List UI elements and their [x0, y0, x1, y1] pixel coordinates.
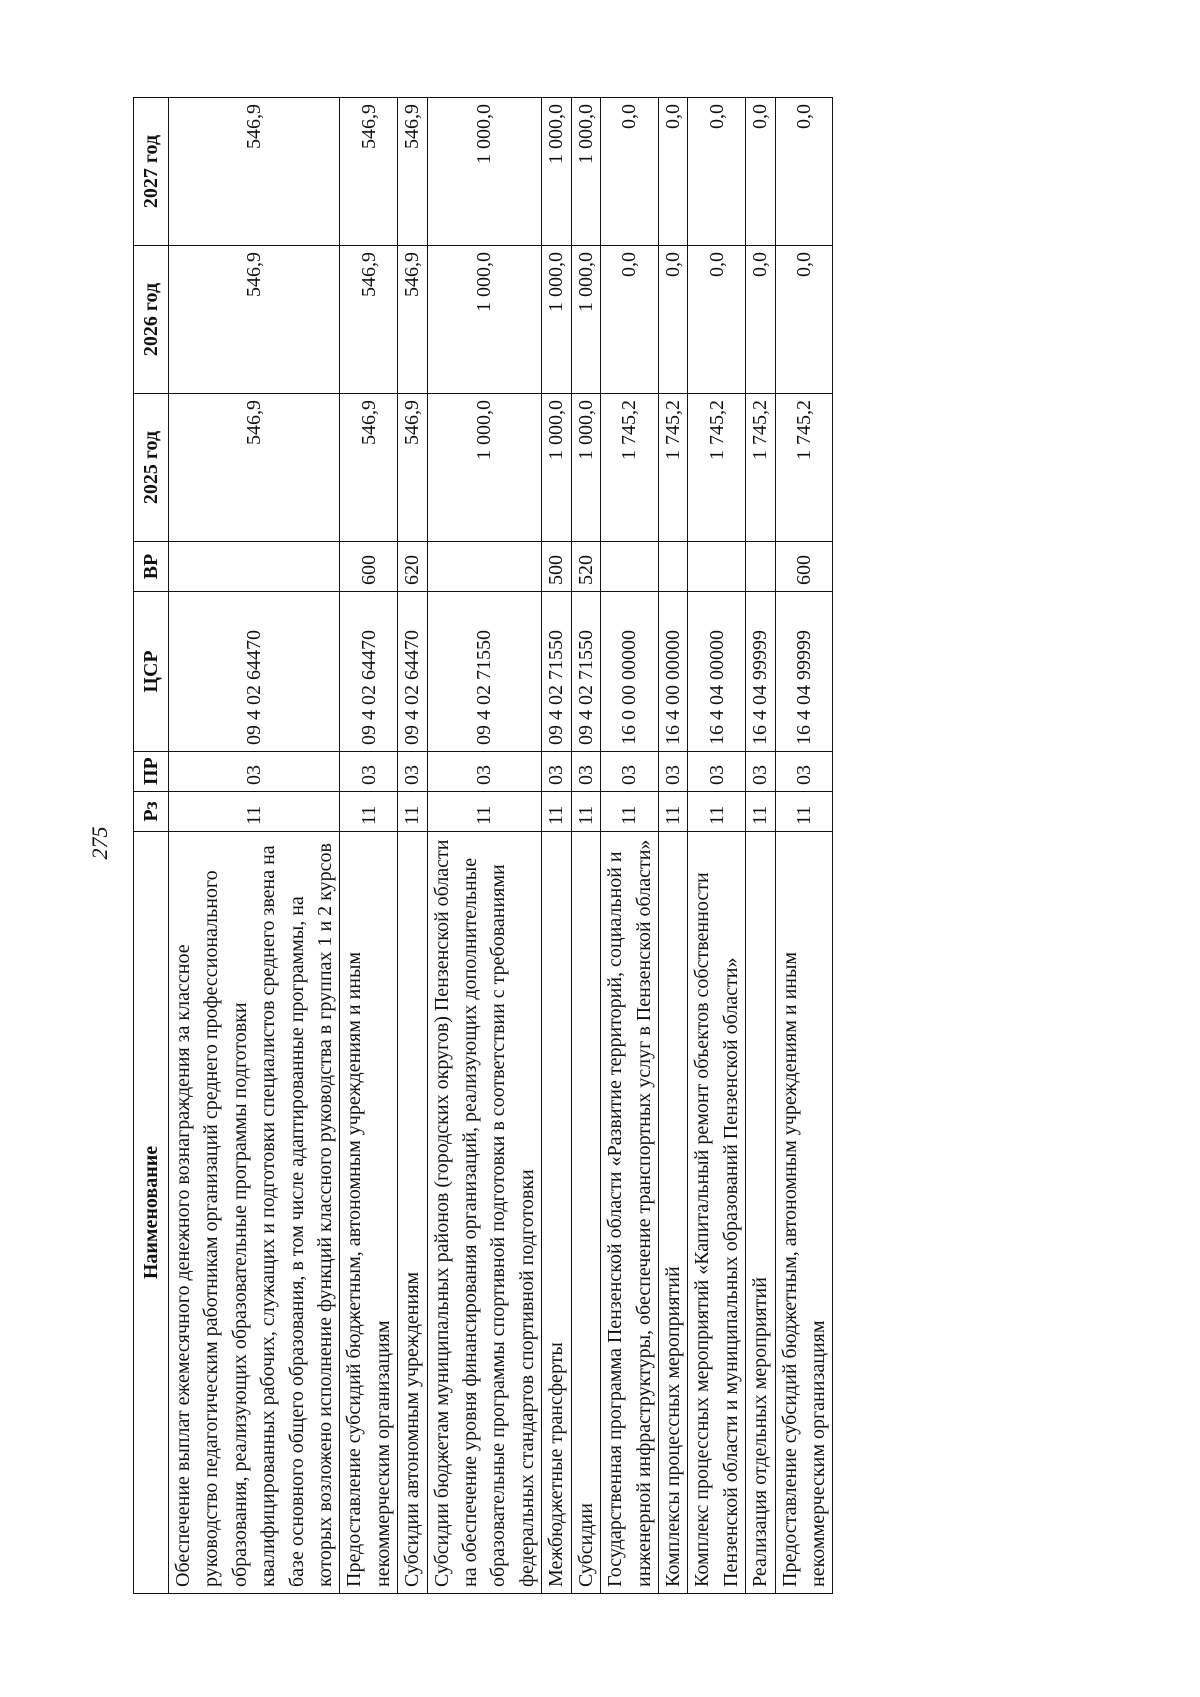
cell-csr: 16 4 04 99999	[746, 592, 775, 752]
cell-csr: 16 4 04 99999	[775, 592, 833, 752]
cell-pr: 03	[601, 752, 659, 792]
cell-pr: 03	[658, 752, 687, 792]
cell-rz: 11	[775, 792, 833, 832]
cell-name: Межбюджетные трансферты	[542, 832, 571, 1594]
table-row	[169, 98, 340, 1594]
cell-y2027: 0,0	[601, 98, 659, 246]
cell-vr: 500	[542, 542, 571, 592]
budget-table-container	[133, 98, 1078, 1594]
cell-rz: 11	[427, 792, 542, 832]
table-row	[746, 98, 775, 1594]
table-row	[542, 98, 571, 1594]
cell-y2026: 546,9	[340, 246, 398, 394]
cell-vr	[746, 542, 775, 592]
table-row	[571, 98, 600, 1594]
cell-rz: 11	[340, 792, 398, 832]
cell-y2026: 0,0	[688, 246, 746, 394]
cell-pr: 03	[398, 752, 427, 792]
cell-name: Субсидии	[571, 832, 600, 1594]
cell-csr: 09 4 02 71550	[571, 592, 600, 752]
table-row	[688, 98, 746, 1594]
cell-pr: 03	[775, 752, 833, 792]
cell-csr: 16 4 00 00000	[658, 592, 687, 752]
cell-vr: 620	[398, 542, 427, 592]
header-2025: 2025 год	[134, 394, 169, 542]
cell-name: Реализация отдельных мероприятий	[746, 832, 775, 1594]
cell-y2027: 1 000,0	[542, 98, 571, 246]
table-body	[169, 98, 833, 1594]
cell-y2027: 546,9	[398, 98, 427, 246]
cell-rz: 11	[169, 792, 340, 832]
header-csr: ЦСР	[134, 592, 169, 752]
cell-name: Предоставление субсидий бюджетным, автономным учреждениям и иным некоммерческим организациям	[340, 832, 398, 1594]
cell-vr	[658, 542, 687, 592]
table-row	[601, 98, 659, 1594]
cell-vr	[688, 542, 746, 592]
cell-y2026: 0,0	[746, 246, 775, 394]
cell-y2025: 1 000,0	[542, 394, 571, 542]
cell-y2025: 1 745,2	[688, 394, 746, 542]
cell-pr: 03	[427, 752, 542, 792]
header-vr: ВР	[134, 542, 169, 592]
cell-pr: 03	[746, 752, 775, 792]
cell-vr	[169, 542, 340, 592]
cell-y2025: 1 745,2	[775, 394, 833, 542]
cell-y2025: 1 745,2	[601, 394, 659, 542]
cell-rz: 11	[746, 792, 775, 832]
cell-pr: 03	[542, 752, 571, 792]
cell-y2026: 1 000,0	[427, 246, 542, 394]
header-2026: 2026 год	[134, 246, 169, 394]
cell-pr: 03	[688, 752, 746, 792]
cell-y2027: 1 000,0	[427, 98, 542, 246]
cell-name: Обеспечение выплат ежемесячного денежного вознаграждения за классное руководство педагогическим работникам организаций среднего профессионального образования, реализующих образовательные программы подготовки квалифицированных рабочих, служащих и подготовки специалистов среднего звена на базе основного общего образования, в том числе адаптированные программы, на которых возложено исполнение функций классного руководства в группах 1 и 2 курсов	[169, 832, 340, 1594]
cell-y2027: 0,0	[775, 98, 833, 246]
cell-y2026: 1 000,0	[571, 246, 600, 394]
cell-rz: 11	[542, 792, 571, 832]
cell-y2026: 546,9	[398, 246, 427, 394]
cell-y2027: 0,0	[658, 98, 687, 246]
cell-csr: 09 4 02 64470	[398, 592, 427, 752]
table-row	[775, 98, 833, 1594]
cell-csr: 09 4 02 71550	[427, 592, 542, 752]
cell-csr: 16 4 04 00000	[688, 592, 746, 752]
table-row	[340, 98, 398, 1594]
cell-y2026: 0,0	[658, 246, 687, 394]
cell-y2026: 546,9	[169, 246, 340, 394]
table-row	[658, 98, 687, 1594]
page-number: 275	[87, 826, 112, 860]
cell-y2027: 546,9	[340, 98, 398, 246]
budget-table	[133, 97, 833, 1594]
header-name: Наименование	[134, 832, 169, 1594]
header-row	[134, 98, 169, 1594]
cell-rz: 11	[601, 792, 659, 832]
cell-csr: 09 4 02 64470	[169, 592, 340, 752]
cell-y2025: 1 000,0	[571, 394, 600, 542]
cell-vr: 520	[571, 542, 600, 592]
cell-y2026: 0,0	[775, 246, 833, 394]
cell-y2025: 1 745,2	[746, 394, 775, 542]
cell-vr	[601, 542, 659, 592]
cell-name: Предоставление субсидий бюджетным, автономным учреждениям и иным некоммерческим организациям	[775, 832, 833, 1594]
cell-name: Комплексы процессных мероприятий	[658, 832, 687, 1594]
header-2027: 2027 год	[134, 98, 169, 246]
table-row	[427, 98, 542, 1594]
cell-y2027: 0,0	[688, 98, 746, 246]
cell-name: Субсидии бюджетам муниципальных районов (городских округов) Пензенской области на обеспечение уровня финансирования организаций, реализующих дополнительные образовательные программы спортивной подготовки в соответствии с требованиями федеральных стандартов спортивной подготовки	[427, 832, 542, 1594]
cell-y2027: 546,9	[169, 98, 340, 246]
cell-rz: 11	[571, 792, 600, 832]
table-row	[398, 98, 427, 1594]
cell-y2025: 546,9	[169, 394, 340, 542]
cell-csr: 16 0 00 00000	[601, 592, 659, 752]
cell-y2026: 0,0	[601, 246, 659, 394]
cell-pr: 03	[169, 752, 340, 792]
cell-rz: 11	[688, 792, 746, 832]
cell-y2025: 1 000,0	[427, 394, 542, 542]
cell-y2027: 0,0	[746, 98, 775, 246]
header-rz: Рз	[134, 792, 169, 832]
cell-y2027: 1 000,0	[571, 98, 600, 246]
cell-pr: 03	[571, 752, 600, 792]
cell-y2026: 1 000,0	[542, 246, 571, 394]
cell-y2025: 546,9	[340, 394, 398, 542]
cell-vr: 600	[340, 542, 398, 592]
cell-name: Комплекс процессных мероприятий «Капитальный ремонт объектов собственности Пензенской области и муниципальных образований Пензенской области»	[688, 832, 746, 1594]
cell-name: Государственная программа Пензенской области «Развитие территорий, социальной и инженерной инфраструктуры, обеспечение транспортных услуг в Пензенской области»	[601, 832, 659, 1594]
cell-vr: 600	[775, 542, 833, 592]
cell-y2025: 1 745,2	[658, 394, 687, 542]
cell-y2025: 546,9	[398, 394, 427, 542]
cell-vr	[427, 542, 542, 592]
cell-pr: 03	[340, 752, 398, 792]
cell-rz: 11	[658, 792, 687, 832]
cell-rz: 11	[398, 792, 427, 832]
cell-name: Субсидии автономным учреждениям	[398, 832, 427, 1594]
header-pr: ПР	[134, 752, 169, 792]
cell-csr: 09 4 02 64470	[340, 592, 398, 752]
cell-csr: 09 4 02 71550	[542, 592, 571, 752]
